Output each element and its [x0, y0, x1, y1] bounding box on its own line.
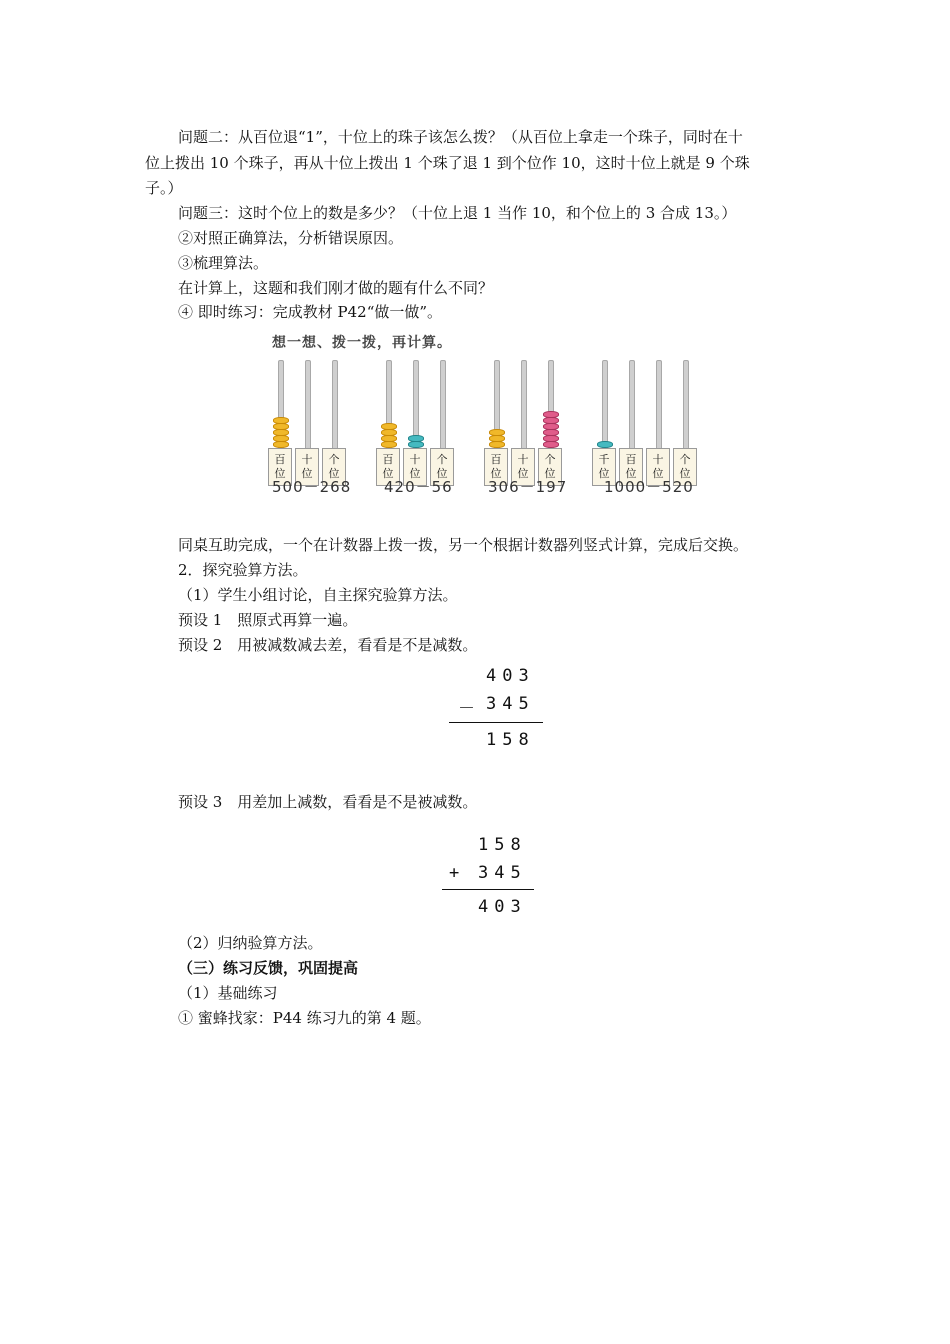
addition-addend: 158: [478, 835, 527, 855]
abacus-bead: [273, 429, 289, 436]
place-char: 十: [652, 453, 664, 466]
summarize-method: （2）归纳验算方法。: [178, 934, 323, 952]
abacus-bead: [273, 441, 289, 448]
place-char: 百: [382, 453, 394, 466]
place-char: 位: [274, 467, 286, 480]
addition-sum: 403: [478, 897, 527, 917]
subtraction-minuend: 403: [486, 666, 535, 686]
abacus-bead: [489, 441, 505, 448]
abacus-bead: [489, 435, 505, 442]
abacus-3: [484, 352, 565, 480]
place-char: 位: [517, 467, 529, 480]
bee-find-home: ① 蜜蜂找家：P44 练习九的第 4 题。: [178, 1009, 431, 1027]
abacus-bead: [543, 417, 559, 424]
abacus-bead: [273, 423, 289, 430]
abacus-rod: [629, 360, 635, 453]
question-two-line-3: 子。）: [145, 179, 183, 197]
abacus-bead: [408, 441, 424, 448]
section-verify-method: 2．探究验算方法。: [178, 561, 308, 579]
abacus-bead: [543, 429, 559, 436]
abacus-rod: [440, 360, 446, 453]
place-char: 千: [598, 453, 610, 466]
abacus-bead: [381, 429, 397, 436]
preset-two: 预设 2 用被减数减去差，看看是不是减数。: [178, 636, 478, 654]
place-char: 百: [274, 453, 286, 466]
place-char: 十: [517, 453, 529, 466]
pair-work-instruction: 同桌互助完成，一个在计数器上拨一拨，另一个根据计数器列竖式计算，完成后交换。: [178, 536, 749, 554]
place-char: 位: [544, 467, 556, 480]
abacus-expression: 420－56: [384, 478, 453, 496]
compare-question: 在计算上，这题和我们刚才做的题有什么不同？: [178, 279, 494, 297]
subtraction-subtrahend: 345: [486, 694, 535, 714]
figure-title: 想一想、拨一拨，再计算。: [272, 335, 452, 351]
abacus-bead: [273, 417, 289, 424]
subtraction-operator: －: [458, 699, 481, 719]
abacus-expression: 1000－520: [604, 478, 694, 496]
place-char: 位: [436, 467, 448, 480]
place-char: 个: [679, 453, 691, 466]
section-three-heading: （三）练习反馈，巩固提高: [178, 959, 359, 977]
step-sort-method: ③梳理算法。: [178, 254, 269, 272]
addition-rule: [442, 889, 534, 890]
addition-subtrahend: 345: [478, 863, 527, 883]
abacus-figure: [268, 330, 708, 505]
place-char: 位: [382, 467, 394, 480]
place-char: 个: [436, 453, 448, 466]
abacus-bead: [381, 435, 397, 442]
place-char: 位: [490, 467, 502, 480]
place-char: 位: [679, 467, 691, 480]
abacus-bead: [381, 423, 397, 430]
abacus-1: [268, 352, 349, 480]
abacus-bead: [381, 441, 397, 448]
place-char: 位: [652, 467, 664, 480]
place-char: 位: [328, 467, 340, 480]
place-char: 位: [301, 467, 313, 480]
abacus-bead: [273, 435, 289, 442]
abacus-4: [592, 352, 700, 480]
abacus-rod: [602, 360, 608, 453]
preset-one: 预设 1 照原式再算一遍。: [178, 611, 358, 629]
abacus-rod: [656, 360, 662, 453]
abacus-rod: [305, 360, 311, 453]
place-char: 十: [409, 453, 421, 466]
subtraction-difference: 158: [486, 730, 535, 750]
step-compare-methods: ②对照正确算法，分析错误原因。: [178, 229, 404, 247]
abacus-bead: [543, 423, 559, 430]
abacus-bead: [543, 435, 559, 442]
place-char: 百: [490, 453, 502, 466]
abacus-bead: [597, 441, 613, 448]
abacus-rod: [332, 360, 338, 453]
subtraction-rule: [449, 722, 543, 723]
abacus-2: [376, 352, 457, 480]
abacus-expression: 306－197: [488, 478, 568, 496]
basic-practice: （1）基础练习: [178, 984, 278, 1002]
group-discussion: （1）学生小组讨论，自主探究验算方法。: [178, 586, 458, 604]
abacus-rod: [521, 360, 527, 453]
place-char: 位: [625, 467, 637, 480]
question-two-line-2: 位上拨出 10 个珠子，再从十位上拨出 1 个珠了退 1 到个位作 10，这时十位上就是 9 个珠: [145, 154, 750, 172]
place-char: 个: [544, 453, 556, 466]
place-char: 位: [409, 467, 421, 480]
place-char: 个: [328, 453, 340, 466]
step-practice: ④ 即时练习：完成教材 P42“做一做”。: [178, 303, 443, 321]
abacus-rod: [683, 360, 689, 453]
place-char: 十: [301, 453, 313, 466]
preset-three: 预设 3 用差加上减数，看看是不是被减数。: [178, 793, 478, 811]
addition-operator: +: [449, 863, 466, 883]
abacus-expression: 500－268: [272, 478, 352, 496]
question-three: 问题三：这时个位上的数是多少？（十位上退 1 当作 10，和个位上的 3 合成 13。）: [178, 204, 737, 222]
abacus-bead: [543, 441, 559, 448]
place-char: 百: [625, 453, 637, 466]
abacus-bead: [408, 435, 424, 442]
abacus-bead: [543, 411, 559, 418]
question-two-line-1: 问题二：从百位退“1”，十位上的珠子该怎么拨？（从百位上拿走一个珠子，同时在十: [178, 128, 743, 146]
abacus-bead: [489, 429, 505, 436]
place-char: 位: [598, 467, 610, 480]
